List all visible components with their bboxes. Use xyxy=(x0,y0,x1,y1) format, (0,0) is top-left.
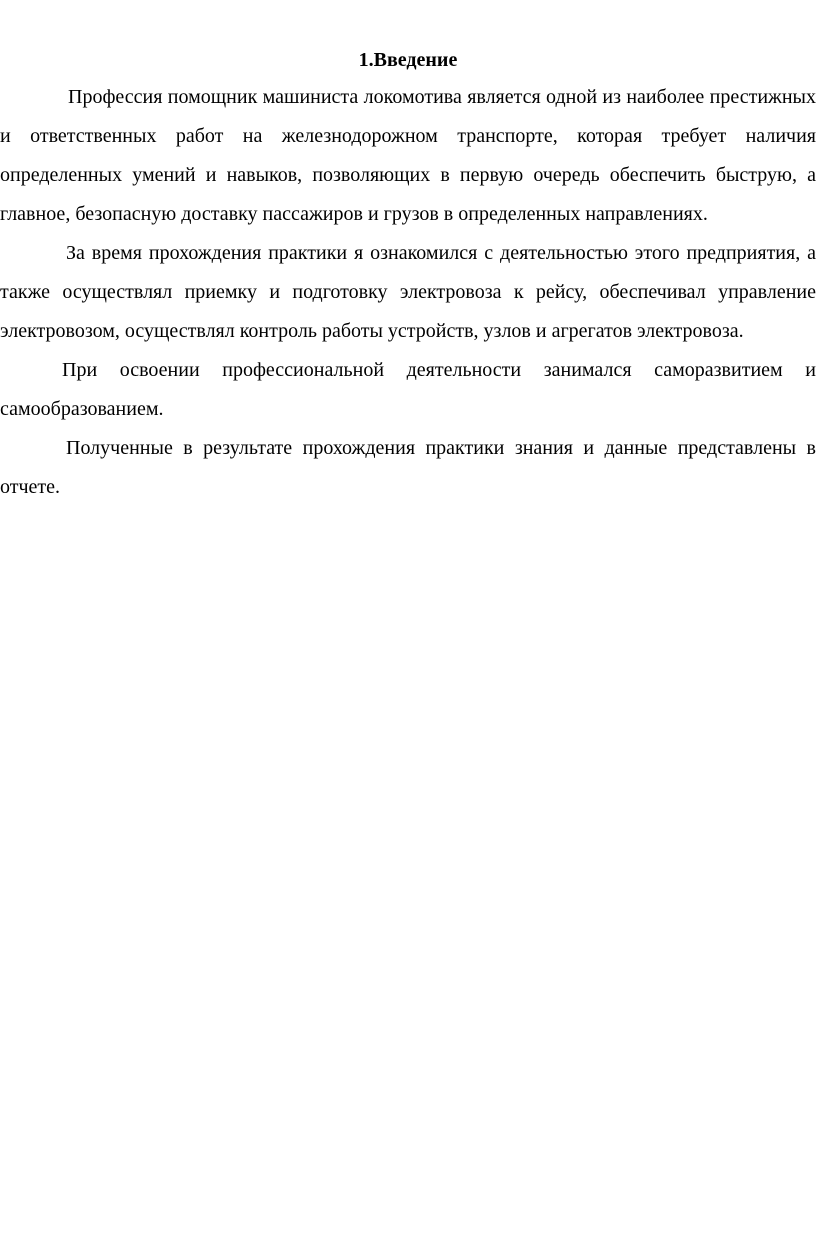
paragraph-report: Полученные в результате прохождения практики знания и данные представлены в отчете. xyxy=(0,437,816,498)
paragraph-profession: Профессия помощник машиниста локомотива является одной из наиболее престижных и ответственных работ на железнодорожном транспорте, которая требует наличия определенных умений и навыков, позволяющих в первую очередь обеспечить быструю, а главное, безопасную доставку пассажиров и грузов в определенных направлениях. xyxy=(0,86,816,225)
paragraph-practice: За время прохождения практики я ознакомился с деятельностью этого предприятия, а также осуществлял приемку и подготовку электровоза к рейсу, обеспечивал управление электровозом, осуществлял контроль работы устройств, узлов и агрегатов электровоза. xyxy=(0,242,816,342)
section-heading: 1.Введение xyxy=(358,49,458,71)
paragraph-self-development: При освоении профессиональной деятельности занимался саморазвитием и самообразованием. xyxy=(0,359,816,420)
document-body xyxy=(0,78,816,507)
